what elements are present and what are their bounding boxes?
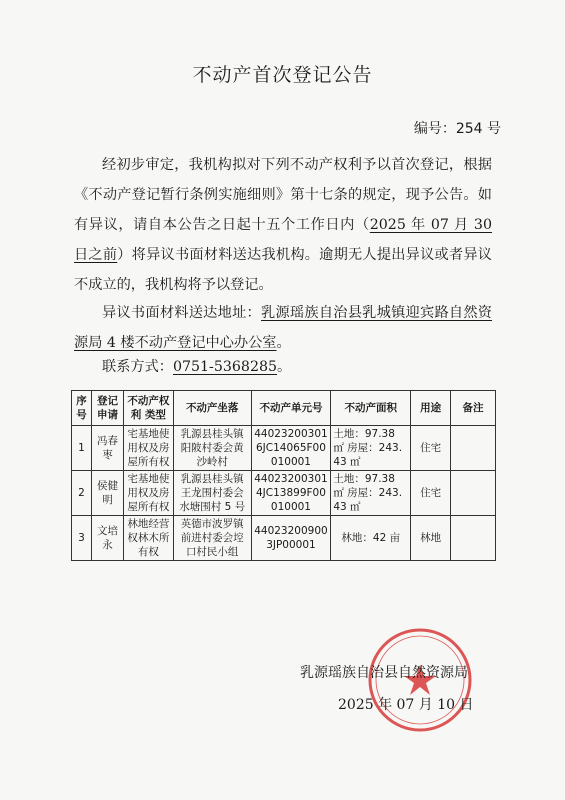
cell-right-type: 林地经营权林木所有权 — [123, 516, 173, 561]
issuing-organization: 乳源瑶族自治县自然资源局 — [300, 665, 468, 681]
cell-unit-no: 440232003014JC13899F00010001 — [251, 471, 331, 516]
cell-note — [451, 516, 496, 561]
cell-note — [451, 426, 496, 471]
cell-no: 2 — [72, 471, 92, 516]
address-paragraph — [74, 298, 492, 358]
address-value: 乳源瑶族自治县乳城镇迎宾路自然资源局 4 楼不动产登记中心办公室 — [74, 305, 492, 351]
cell-area: 林地：42 亩 — [331, 516, 411, 561]
header-use: 用途 — [411, 391, 451, 426]
notice-paragraph — [74, 150, 492, 300]
notice-text-post: ）将异议书面材料送达我机构。逾期无人提出异议或者异议不成立的，我机构将予以登记。 — [74, 247, 492, 293]
cell-area: 土地：97.38 ㎡ 房屋：243.43 ㎡ — [331, 471, 411, 516]
cell-use: 住宅 — [411, 426, 451, 471]
header-unit-no: 不动产单元号 — [251, 391, 331, 426]
contact-end: 。 — [277, 359, 292, 375]
table-row — [72, 516, 496, 561]
table-header-row — [72, 391, 496, 426]
notice-text-pre: 经初步审定，我机构拟对下列不动产权利予以首次登记，根据《不动产登记暂行条例实施细则》第十七条的规定，现予公告。如有异议，请自本公告之日起十五个工作日内（ — [74, 157, 492, 233]
table-row — [72, 426, 496, 471]
contact-paragraph — [74, 352, 492, 382]
contact-label: 联系方式： — [102, 359, 173, 375]
registration-table — [71, 390, 496, 561]
header-no: 序号 — [72, 391, 92, 426]
cell-no: 1 — [72, 426, 92, 471]
cell-location: 乳源县桂头镇阳陂村委会黄沙岭村 — [173, 426, 251, 471]
cell-right-type: 宅基地使用权及房屋所有权 — [123, 471, 173, 516]
document-number: 编号：254 号 — [413, 121, 501, 137]
cell-unit-no: 440232009003JP00001 — [251, 516, 331, 561]
cell-location: 英德市波罗镇前进村委会埪口村民小组 — [173, 516, 251, 561]
header-area: 不动产面积 — [331, 391, 411, 426]
cell-applicant: 冯春枣 — [91, 426, 123, 471]
header-applicant: 登记申请 — [91, 391, 123, 426]
objection-deadline: 2025 年 07 月 30 日之前 — [74, 217, 492, 263]
cell-applicant: 文培永 — [91, 516, 123, 561]
issue-date: 2025 年 07 月 10 日 — [338, 697, 474, 713]
address-label: 异议书面材料送达地址： — [102, 305, 261, 321]
cell-unit-no: 440232003016JC14065F00010001 — [251, 426, 331, 471]
header-location: 不动产坐落 — [173, 391, 251, 426]
cell-no: 3 — [72, 516, 92, 561]
cell-use: 林地 — [411, 516, 451, 561]
header-note: 备注 — [451, 391, 496, 426]
cell-note — [451, 471, 496, 516]
cell-right-type: 宅基地使用权及房屋所有权 — [123, 426, 173, 471]
header-right-type: 不动产权利 类型 — [123, 391, 173, 426]
page-title: 不动产首次登记公告 — [192, 64, 373, 86]
table-row — [72, 471, 496, 516]
address-end: 。 — [276, 335, 291, 351]
contact-phone: 0751-5368285 — [172, 359, 278, 375]
cell-use: 住宅 — [411, 471, 451, 516]
cell-applicant: 侯健明 — [91, 471, 123, 516]
cell-location: 乳源县桂头镇王龙围村委会水塘围村 5 号 — [173, 471, 251, 516]
cell-area: 土地：97.38 ㎡ 房屋：243.43 ㎡ — [331, 426, 411, 471]
